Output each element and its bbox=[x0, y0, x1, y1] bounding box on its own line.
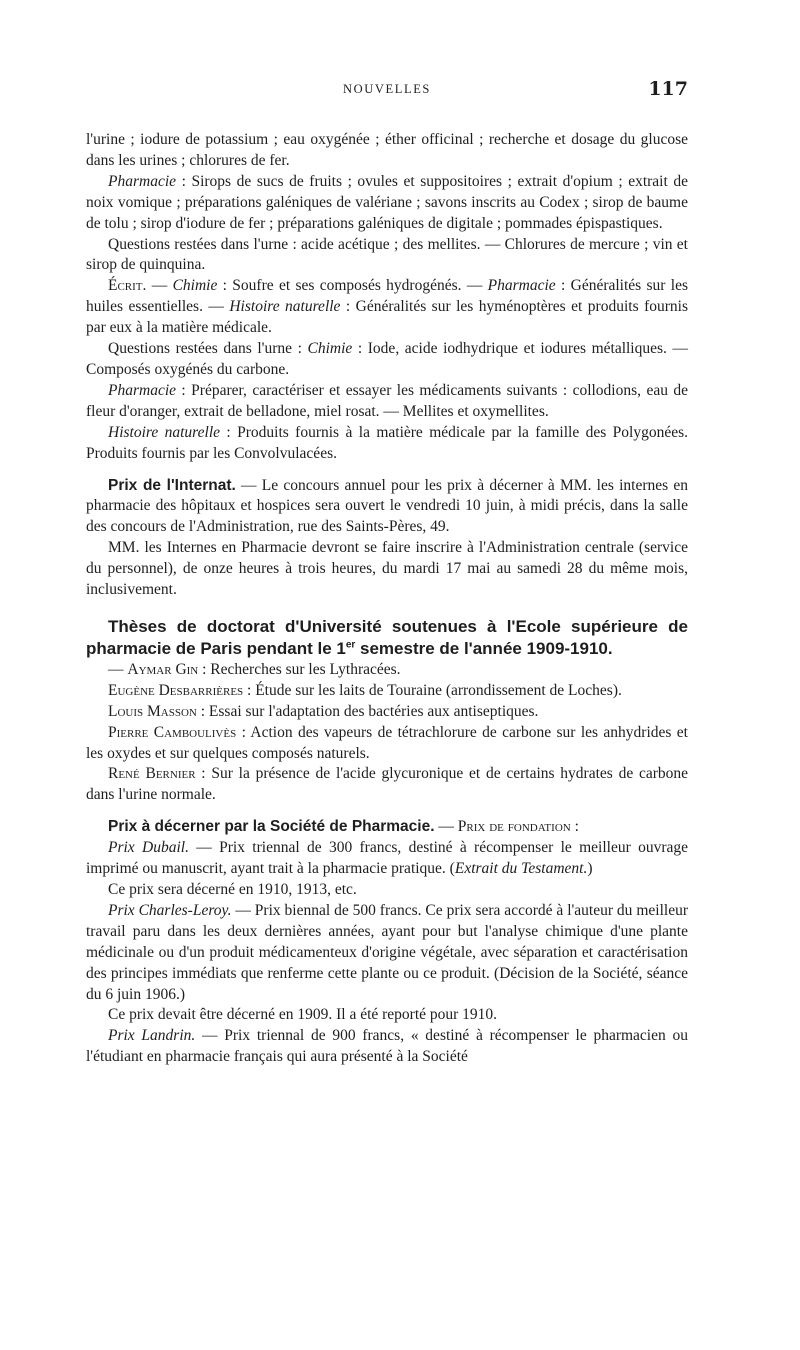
author-name: Louis Masson bbox=[108, 702, 197, 720]
paragraph-text: — Prix triennal de 300 francs, destiné à récompenser le meilleur ouvrage imprimé ou manuscrit, ayant trait à la pharmacie pratique. ( bbox=[86, 839, 688, 878]
author-name: Pierre Camboulivès bbox=[108, 723, 237, 741]
paragraph-prix-landrin bbox=[86, 1026, 688, 1068]
thesis-title: : Étude sur les laits de Touraine (arrondissement de Loches). bbox=[243, 681, 622, 699]
thesis-entry bbox=[86, 681, 688, 702]
paragraph-questions-urne-1 bbox=[86, 235, 688, 277]
dash: — bbox=[108, 660, 128, 678]
thesis-title: : Essai sur l'adaptation des bactéries aux antiseptiques. bbox=[196, 702, 539, 720]
author-name: René Bernier bbox=[108, 765, 196, 783]
paragraph-text: Ce prix devait être décerné en 1909. Il a été reporté pour 1910. bbox=[108, 1006, 498, 1024]
paragraph-text: — Le concours annuel pour les prix à décerner à MM. les internes en pharmacie des hôpitaux et hospices sera ouvert le vendredi 10 juin, à midi précis, dans la salle des concours de l'Administration, rue des Saints-Pères, 49. bbox=[86, 476, 689, 536]
paragraph-text: : Sirops de sucs de fruits ; ovules et suppositoires ; extrait d'opium ; extrait de noix vomique ; préparations galéniques de valériane ; savons inscrits au Codex ; sirop de baume de tolu ; sirop d'iodure de fer ; préparations galéniques de digitale ; pommades épispastiques. bbox=[86, 172, 688, 232]
dash: — bbox=[434, 818, 458, 836]
paragraph-text: Ce prix sera décerné en 1910, 1913, etc. bbox=[108, 881, 357, 898]
section-prix-societe bbox=[86, 817, 688, 838]
paragraph-text: l'urine ; iodure de potassium ; eau oxygénée ; éther officinal ; recherche et dosage du glucose dans les urines ; chlorures de fer. bbox=[86, 131, 688, 169]
heading-text: semestre de l'année 1909-1910. bbox=[355, 638, 613, 658]
subject-label: Pharmacie bbox=[108, 381, 177, 399]
subject-label: Pharmacie bbox=[108, 172, 177, 190]
paragraph-prix-charles-leroy bbox=[86, 901, 688, 1006]
paragraph-text: — Prix biennal de 500 francs. Ce prix sera accordé à l'auteur du meilleur travail paru dans les deux dernières années, ayant pour but l'analyse chimique d'une plante médicinale ou d'un produit médicamenteux d'origine végétale, avec séparation et caractérisation des principes immédiats que renferme cette plante ou ce produit. (Décision de la Société, séance du 6 juin 1906.) bbox=[86, 901, 688, 1003]
prize-name: Prix Landrin. bbox=[108, 1027, 196, 1045]
thesis-title: : Action des vapeurs de tétrachlorure de carbone sur les anhydrides et les oxydes et sur quelques composés naturels. bbox=[86, 723, 688, 762]
thesis-title: : Recherches sur les Lythracées. bbox=[198, 660, 401, 678]
subheading: Prix de fondation bbox=[457, 818, 571, 836]
prize-name: Prix Dubail. bbox=[108, 839, 189, 857]
thesis-entry bbox=[86, 702, 688, 723]
subject-label: Chimie bbox=[307, 340, 353, 358]
heading-text: Thèses de doctorat d'Université soutenues à l'Ecole supérieure de pharmacie de Paris pendant le 1 bbox=[86, 616, 688, 658]
paragraph-text: MM. les Internes en Pharmacie devront se faire inscrire à l'Administration centrale (service du personnel), de onze heures à trois heures, du mardi 17 mai au samedi 28 du même mois, inclusivement. bbox=[86, 539, 688, 599]
paragraph-text: : Produits fournis à la matière médicale par la famille des Polygonées. Produits fournis par les Convolvulacées. bbox=[86, 423, 688, 462]
running-title: NOUVELLES bbox=[342, 82, 431, 96]
paren: ) bbox=[587, 860, 593, 878]
superscript: er bbox=[345, 639, 356, 651]
author-name: Aymar Gin bbox=[127, 660, 199, 678]
paragraph-text: : Soufre et ses composés hydrogénés. — bbox=[217, 277, 488, 295]
subject-label: Histoire naturelle bbox=[229, 298, 341, 316]
paragraph-ecrit bbox=[86, 276, 688, 339]
paragraph-text: Questions restées dans l'urne : acide acétique ; des mellites. — Chlorures de mercure ; vin et sirop de quinquina. bbox=[86, 235, 688, 274]
paragraph-text: Questions restées dans l'urne : bbox=[108, 340, 308, 358]
subject-label: Histoire naturelle bbox=[108, 423, 221, 441]
thesis-title: : Sur la présence de l'acide glycuronique et de certains hydrates de carbone dans l'urine normale. bbox=[86, 765, 688, 804]
thesis-entry bbox=[86, 660, 688, 681]
citation: Extrait du Testament. bbox=[454, 860, 588, 878]
section-heading: Prix de l'Internat. bbox=[108, 476, 236, 494]
paragraph-text: : Iode, acide iodhydrique et iodures métalliques. — Composés oxygénés du carbone. bbox=[86, 340, 688, 378]
colon: : bbox=[570, 818, 579, 836]
section-heading-theses bbox=[86, 616, 688, 660]
paragraph-histoire-naturelle bbox=[86, 423, 688, 465]
thesis-entry bbox=[86, 723, 688, 765]
section-prix-internat bbox=[86, 476, 688, 539]
paragraph-text: — Prix triennal de 900 francs, « destiné à récompenser le pharmacien ou l'étudiant en pharmacie français qui aura présenté à la Société bbox=[86, 1027, 688, 1066]
paragraph-internes-inscription bbox=[86, 538, 688, 601]
paragraph-questions-urne-2 bbox=[86, 339, 688, 381]
page-number: 117 bbox=[648, 78, 688, 100]
paragraph-text: : Généralités sur les hyménoptères et produits fournis par eux à la matière médicale. bbox=[86, 298, 688, 337]
dash: — bbox=[146, 277, 173, 295]
page-body bbox=[86, 130, 688, 1068]
section-heading: Prix à décerner par la Société de Pharmacie. bbox=[108, 818, 435, 836]
paragraph-text: : Généralités sur les huiles essentielles. — bbox=[86, 277, 689, 316]
section-lead: Écrit. bbox=[108, 277, 147, 295]
paragraph-pharmacie-sirops bbox=[86, 172, 688, 235]
subject-label: Chimie bbox=[172, 277, 218, 295]
page-header bbox=[86, 78, 688, 106]
subject-label: Pharmacie bbox=[487, 277, 556, 295]
paragraph-prix-dubail bbox=[86, 838, 688, 880]
paragraph-urine bbox=[86, 130, 688, 172]
paragraph-dubail-dates bbox=[86, 880, 688, 901]
paragraph-pharmacie-preparer bbox=[86, 381, 688, 423]
paragraph-charles-leroy-report bbox=[86, 1005, 688, 1026]
author-name: Eugène Desbarrières bbox=[108, 681, 244, 699]
paragraph-text: : Préparer, caractériser et essayer les médicaments suivants : collodions, eau de fleur d'oranger, extrait de belladone, miel rosat. — Mellites et oxymellites. bbox=[86, 381, 688, 420]
thesis-entry bbox=[86, 764, 688, 806]
prize-name: Prix Charles-Leroy. bbox=[108, 901, 232, 919]
